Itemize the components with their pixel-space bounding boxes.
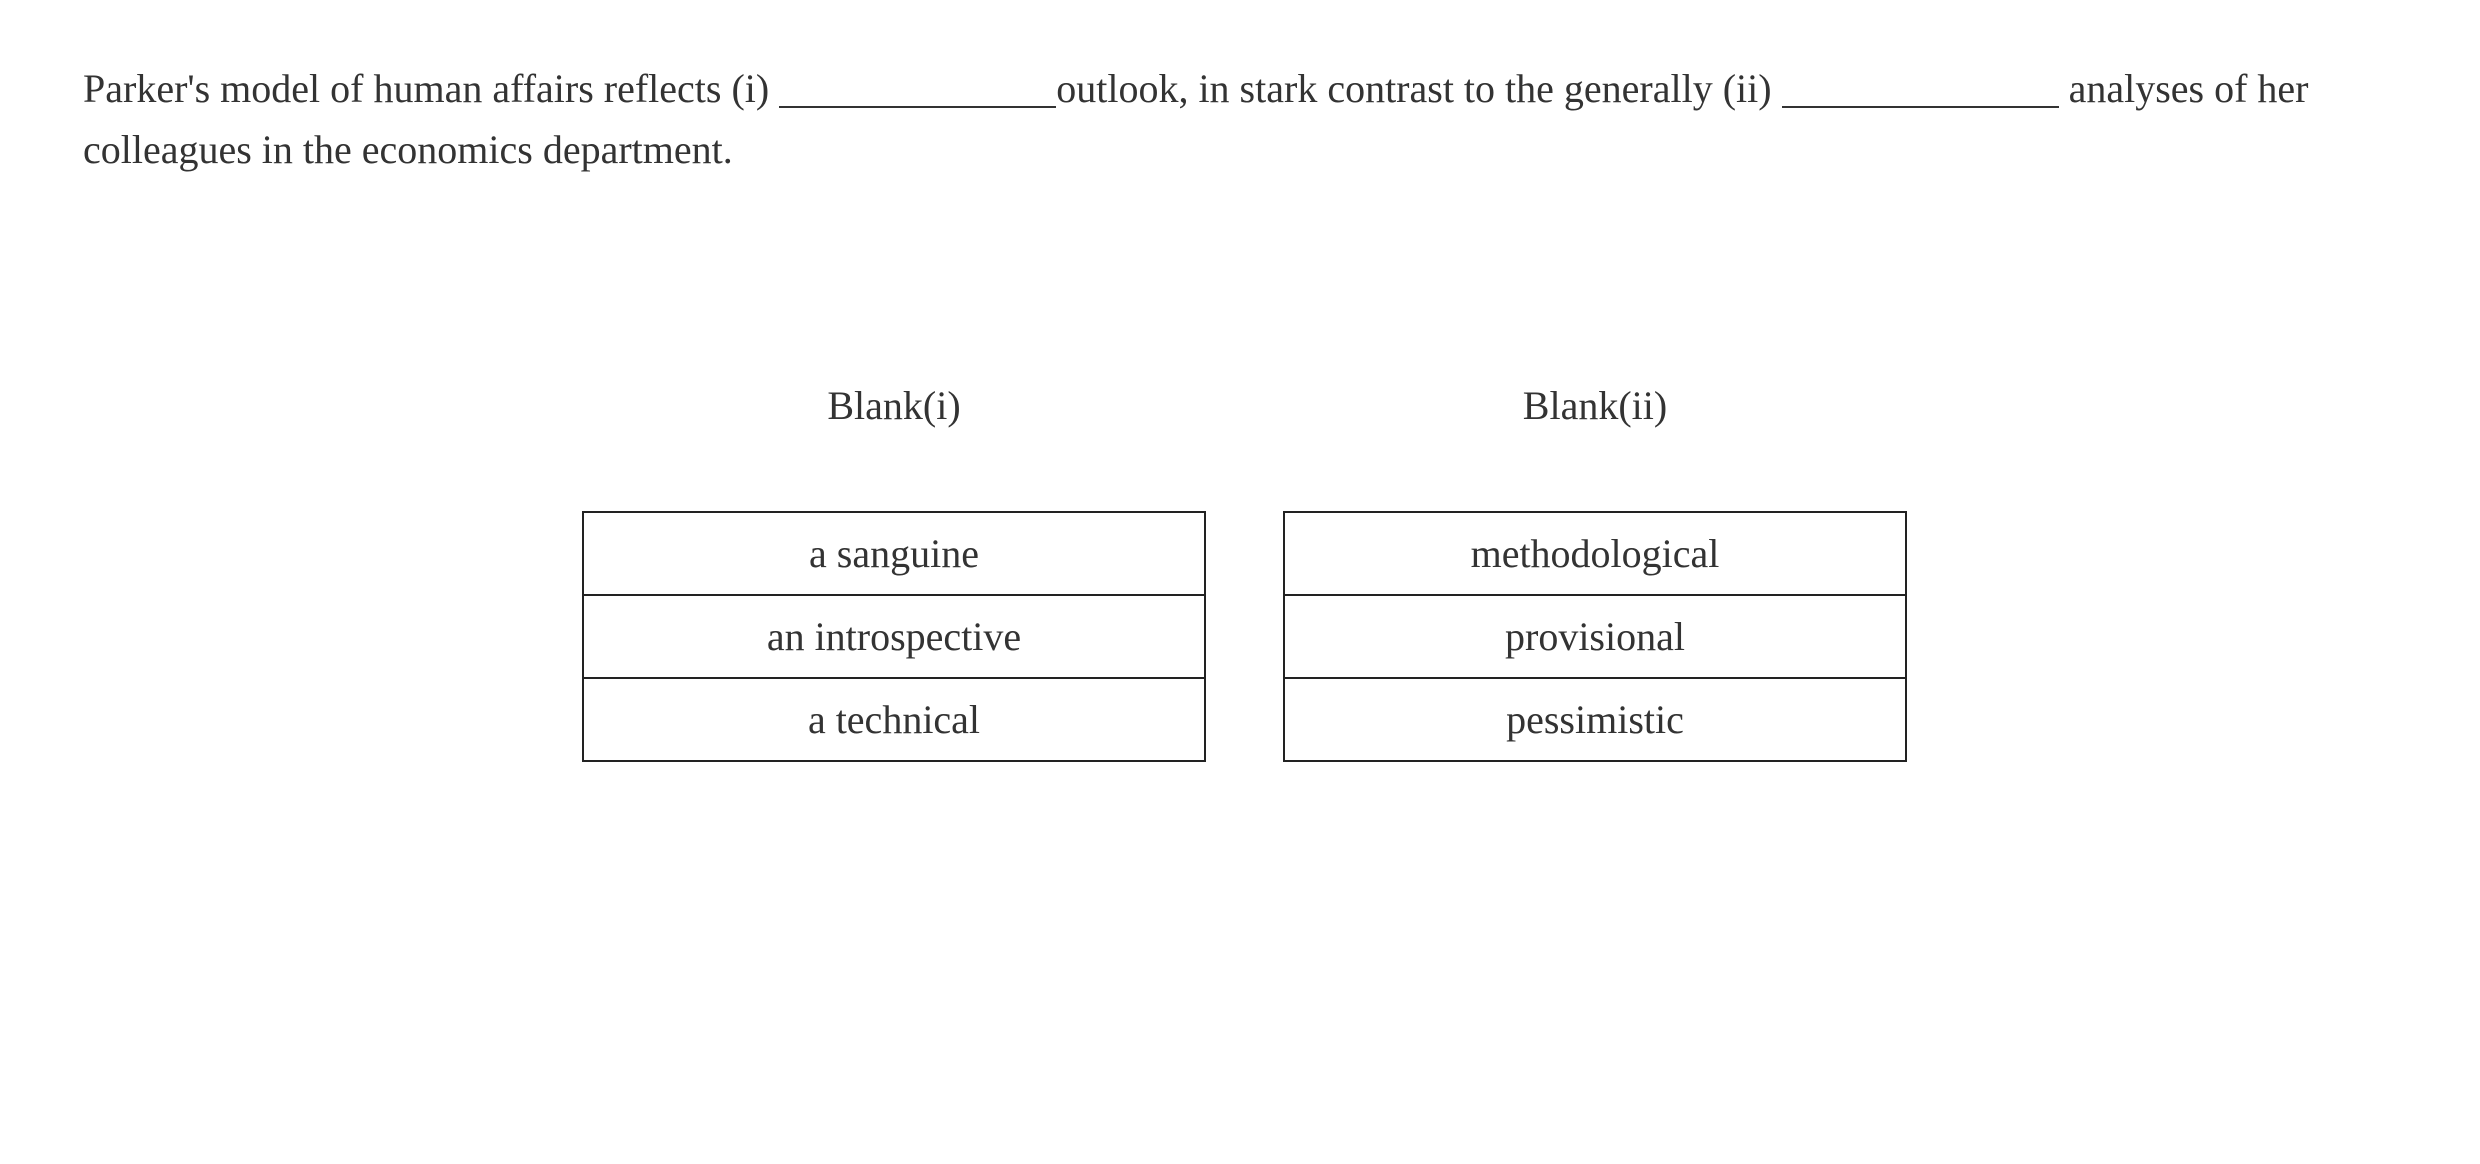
blank-i-column [582, 380, 1206, 762]
question-part-1: Parker's model of human affairs reflects (i) [83, 66, 780, 111]
blank-ii-choice[interactable]: pessimistic [1285, 679, 1905, 760]
blank-i-choice[interactable]: a technical [584, 679, 1204, 760]
blank-ii-line [1782, 66, 2059, 108]
question-part-3: analyses of her colleagues in the economics department. [83, 66, 2309, 172]
blank-i-choice[interactable]: an introspective [584, 596, 1204, 679]
blank-ii-choice[interactable]: provisional [1285, 596, 1905, 679]
blank-ii-choices [1283, 511, 1907, 762]
blank-ii-header: Blank(ii) [1522, 383, 1668, 428]
blank-i-line [779, 66, 1056, 108]
question-text [83, 58, 2403, 180]
blank-i-choices [582, 511, 1206, 762]
blank-ii-choice[interactable]: methodological [1285, 513, 1905, 596]
blank-i-header: Blank(i) [827, 383, 961, 428]
question-part-2: outlook, in stark contrast to the generally (ii) [1056, 66, 1782, 111]
blank-ii-column [1283, 380, 1907, 762]
blank-i-choice[interactable]: a sanguine [584, 513, 1204, 596]
